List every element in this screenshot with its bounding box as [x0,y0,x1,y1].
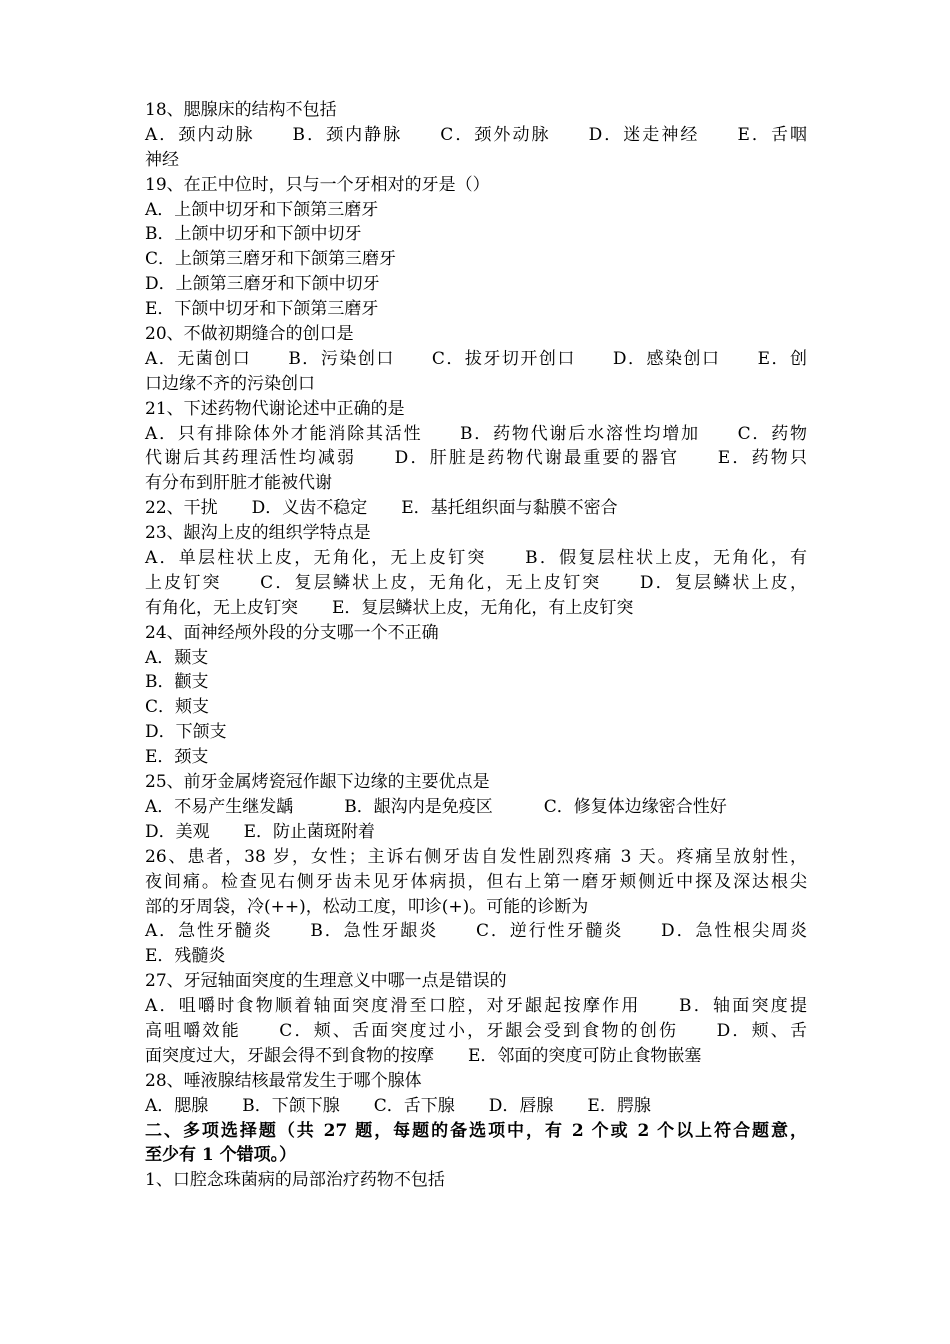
question-26-title-line-3: 部的牙周袋，冷(++)，松动工度，叩诊(+)。可能的诊断为 [145,896,589,917]
question-18-options-line-2: 神经 [145,149,179,170]
question-24-option-c: C．颊支 [145,697,210,718]
question-23-options-line-2: 上皮钉突 C．复层鳞状上皮，无角化，无上皮钉突 D．复层鳞状上皮， [145,572,807,593]
question-28-options: A．腮腺 B．下颌下腺 C．舌下腺 D．唇腺 E．腭腺 [145,1095,651,1116]
question-24-option-d: D．下颌支 [145,722,227,743]
question-21-options-line-2: 代谢后其药理活性均减弱 D．肝脏是药物代谢最重要的器官 E．药物只 [145,448,807,469]
question-24-option-a: A．颞支 [145,647,209,668]
question-20-options-line-1: A．无菌创口 B．污染创口 C．拔牙切开创口 D．感染创口 E．创 [145,348,807,369]
question-19-title: 19、在正中位时，只与一个牙相对的牙是（） [145,174,490,195]
question-19-option-d: D．上颌第三磨牙和下颌中切牙 [145,274,380,295]
exam-question-text [145,98,807,1193]
question-25-title: 25、前牙金属烤瓷冠作龈下边缘的主要优点是 [145,772,490,793]
question-27-options-line-2: 高咀嚼效能 C．颊、舌面突度过小，牙龈会受到食物的创伤 D．颊、舌 [145,1020,807,1041]
question-25-options-line-1: A．不易产生继发龋 B．龈沟内是免疫区 C．修复体边缘密合性好 [145,796,727,817]
question-26-title-line-1: 26、患者，38 岁，女性；主诉右侧牙齿自发性剧烈疼痛 3 天。疼痛呈放射性， [145,846,807,867]
question-23-options-line-1: A．单层柱状上皮，无角化，无上皮钉突 B．假复层柱状上皮，无角化，有 [145,548,807,569]
question-24-title: 24、面神经颅外段的分支哪一个不正确 [145,622,439,643]
question-26-options-line-1: A．急性牙髓炎 B．急性牙龈炎 C．逆行性牙髓炎 D．急性根尖周炎 [145,921,807,942]
question-24-option-e: E．颈支 [145,747,209,768]
question-19-option-a: A．上颌中切牙和下颌第三磨牙 [145,199,379,220]
question-22-line: 22、干扰 D．义齿不稳定 E．基托组织面与黏膜不密合 [145,498,618,519]
question-21-options-line-3: 有分布到肝脏才能被代谢 [145,473,332,494]
question-21-title: 21、下述药物代谢论述中正确的是 [145,398,405,419]
question-19-option-b: B．上颌中切牙和下颌中切牙 [145,224,362,245]
multi-question-1-title: 1、口腔念珠菌病的局部治疗药物不包括 [145,1170,445,1191]
section-2-heading-line-2: 至少有 1 个错项。） [145,1145,297,1166]
question-18-title: 18、腮腺床的结构不包括 [145,100,337,120]
question-23-options-line-3: 有角化，无上皮钉突 E．复层鳞状上皮，无角化，有上皮钉突 [145,597,634,618]
section-2-heading-line-1: 二、多项选择题（共 27 题，每题的备选项中，有 2 个或 2 个以上符合题意， [145,1120,807,1141]
question-19-option-c: C．上颌第三磨牙和下颌第三磨牙 [145,249,397,270]
question-27-title: 27、牙冠轴面突度的生理意义中哪一点是错误的 [145,971,507,992]
question-18-options-line-1: A．颈内动脉 B．颈内静脉 C．颈外动脉 D．迷走神经 E．舌咽 [145,124,807,145]
question-20-title: 20、不做初期缝合的创口是 [145,324,354,345]
question-27-options-line-3: 面突度过大，牙龈会得不到食物的按摩 E．邻面的突度可防止食物嵌塞 [145,1045,702,1066]
question-23-title: 23、龈沟上皮的组织学特点是 [145,523,371,544]
question-26-title-line-2: 夜间痛。检查见右侧牙齿未见牙体病损，但右上第一磨牙颊侧近中探及深达根尖 [145,871,807,892]
question-19-option-e: E．下颌中切牙和下颌第三磨牙 [145,299,379,320]
question-26-options-line-2: E．残髓炎 [145,946,226,967]
question-28-title: 28、唾液腺结核最常发生于哪个腺体 [145,1070,422,1091]
question-27-options-line-1: A．咀嚼时食物顺着轴面突度滑至口腔，对牙龈起按摩作用 B．轴面突度提 [145,996,807,1017]
question-25-options-line-2: D．美观 E．防止菌斑附着 [145,821,376,842]
question-20-options-line-2: 口边缘不齐的污染创口 [145,373,315,394]
question-21-options-line-1: A．只有排除体外才能消除其活性 B．药物代谢后水溶性均增加 C．药物 [145,423,807,444]
question-24-option-b: B．颧支 [145,672,209,693]
